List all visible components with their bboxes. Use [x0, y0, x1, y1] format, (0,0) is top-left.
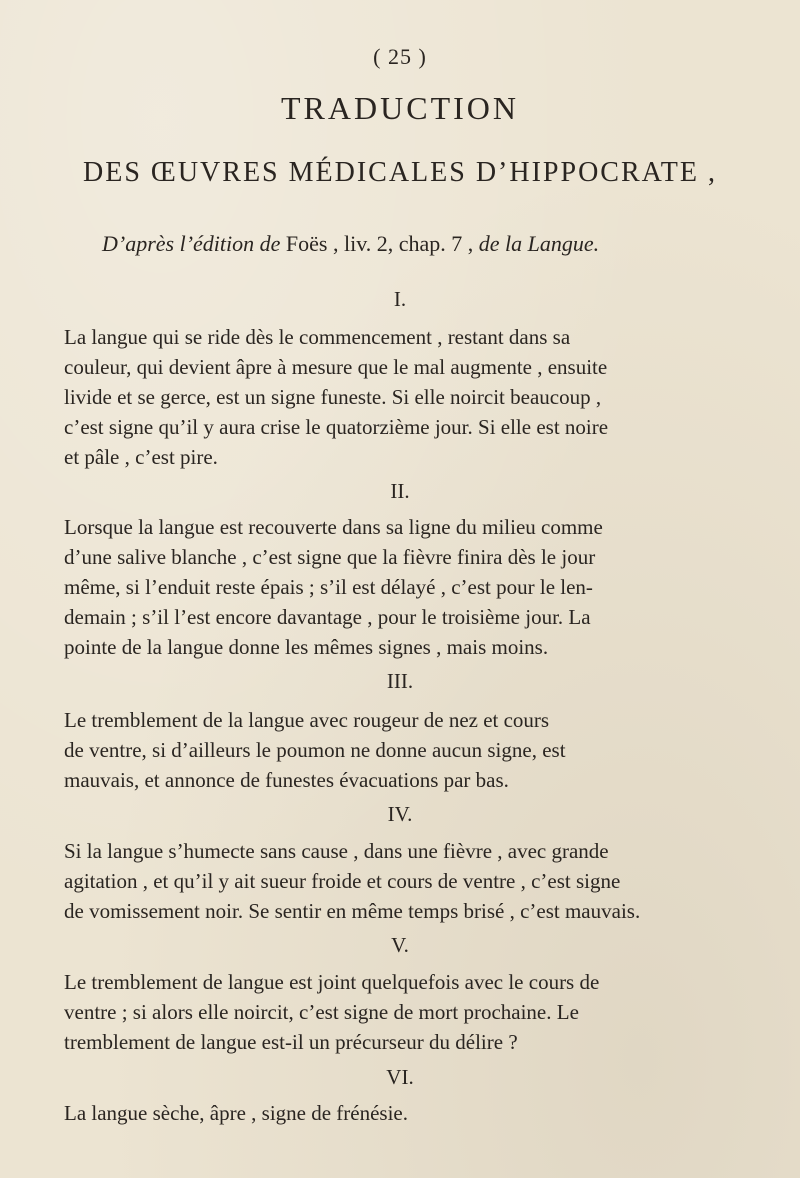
paragraph-line: tremblement de langue est-il un précurseur du délire ?	[64, 1030, 518, 1054]
paragraph-line: d’une salive blanche , c’est signe que la fièvre finira dès le jour	[64, 545, 596, 569]
edition-prefix: D’après l’édition de	[102, 231, 281, 256]
title-main: TRADUCTION	[281, 90, 519, 126]
paragraph-line: couleur, qui devient âpre à mesure que le mal augmente , ensuite	[64, 355, 608, 379]
section-number-1: I.	[393, 287, 407, 311]
section-paragraph-6	[64, 1098, 768, 1128]
section-paragraph-2	[64, 512, 768, 662]
paragraph-line: Le tremblement de langue est joint quelquefois avec le cours de	[64, 970, 600, 994]
section-number-6: VI.	[386, 1065, 414, 1089]
page-number: ( 25 )	[373, 44, 427, 69]
paragraph-line: de vomissement noir. Se sentir en même temps brisé , c’est mauvais.	[64, 899, 641, 923]
section-paragraph-4	[64, 836, 768, 926]
section-paragraph-5	[64, 967, 768, 1057]
paragraph-line: mauvais, et annonce de funestes évacuations par bas.	[64, 768, 509, 792]
paragraph-line: même, si l’enduit reste épais ; s’il est délayé , c’est pour le len-	[64, 575, 593, 599]
section-number-5: V.	[391, 933, 409, 957]
paragraph-line: c’est signe qu’il y aura crise le quatorzième jour. Si elle est noire	[64, 415, 609, 439]
section-number-4: IV.	[387, 802, 413, 826]
paragraph-line: pointe de la langue donne les mêmes signes , mais moins.	[64, 635, 549, 659]
edition-source: Foës , liv. 2, chap. 7 ,	[285, 231, 474, 256]
edition-reference	[102, 231, 722, 257]
section-paragraph-3	[64, 705, 768, 795]
section-number-3: III.	[386, 669, 414, 693]
edition-suffix: de la Langue.	[478, 231, 600, 256]
paragraph-line: Si la langue s’humecte sans cause , dans une fièvre , avec grande	[64, 839, 609, 863]
section-paragraph-1	[64, 322, 768, 472]
paragraph-line: agitation , et qu’il y ait sueur froide et cours de ventre , c’est signe	[64, 869, 621, 893]
paragraph-line: La langue sèche, âpre , signe de frénésie.	[64, 1101, 408, 1125]
title-subtitle: DES ŒUVRES MÉDICALES D’HIPPOCRATE ,	[83, 157, 717, 188]
paragraph-line: livide et se gerce, est un signe funeste. Si elle noircit beaucoup ,	[64, 385, 602, 409]
paragraph-line: Le tremblement de la langue avec rougeur de nez et cours	[64, 708, 550, 732]
paragraph-line: demain ; s’il l’est encore davantage , pour le troisième jour. La	[64, 605, 591, 629]
paragraph-line: ventre ; si alors elle noircit, c’est signe de mort prochaine. Le	[64, 1000, 579, 1024]
paragraph-line: Lorsque la langue est recouverte dans sa ligne du milieu comme	[64, 515, 603, 539]
section-number-2: II.	[390, 479, 410, 503]
paragraph-line: et pâle , c’est pire.	[64, 445, 218, 469]
paragraph-line: de ventre, si d’ailleurs le poumon ne donne aucun signe, est	[64, 738, 566, 762]
paragraph-line: La langue qui se ride dès le commencement , restant dans sa	[64, 325, 571, 349]
